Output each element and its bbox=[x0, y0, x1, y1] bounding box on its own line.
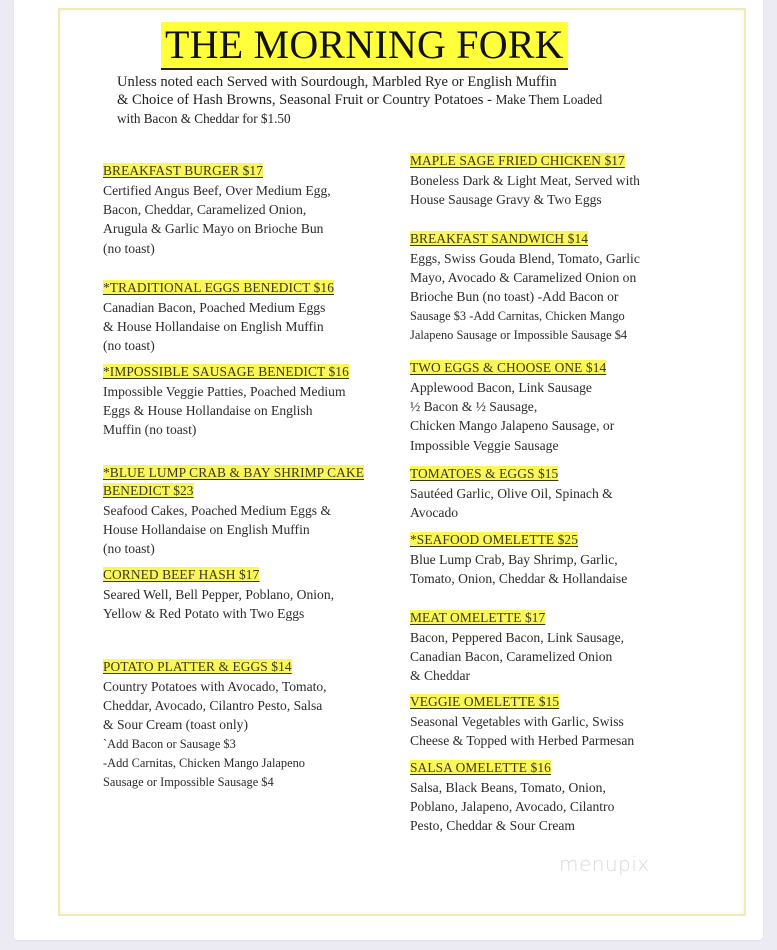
item-title: POTATO PLATTER & EGGS $14 bbox=[103, 659, 292, 674]
item-description: Bacon, Peppered Bacon, Link Sausage, Canadian Bacon, Caramelized Onion & Cheddar bbox=[410, 630, 625, 684]
intro-line-1: Unless noted each Served with Sourdough, Marbled Rye or English Muffin bbox=[117, 74, 557, 90]
item-title: CORNED BEEF HASH $17 bbox=[103, 567, 260, 582]
item-description: Boneless Dark & Light Meat, Served with House Sausage Gravy & Two Eggs bbox=[410, 173, 640, 208]
intro-line-2-main: & Choice of Hash Browns, Seasonal Fruit or Country Potatoes - bbox=[117, 92, 496, 109]
item-title: *SEAFOOD OMELETTE $25 bbox=[410, 532, 578, 547]
menu-item-maple-sage-fried-chicken bbox=[410, 152, 710, 209]
item-description: Blue Lump Crab, Bay Shrimp, Garlic, Tomato, Onion, Cheddar & Hollandaise bbox=[410, 552, 628, 587]
item-title: BREAKFAST BURGER $17 bbox=[103, 163, 263, 178]
menu-item-breakfast-burger bbox=[103, 162, 403, 258]
item-title: *IMPOSSIBLE SAUSAGE BENEDICT $16 bbox=[103, 364, 349, 379]
item-title: TOMATOES & EGGS $15 bbox=[410, 466, 559, 481]
menu-item-breakfast-sandwich bbox=[410, 230, 710, 345]
item-description: Seafood Cakes, Poached Medium Eggs & House Hollandaise on English Muffin (no toast) bbox=[103, 503, 332, 557]
item-title-wrap bbox=[103, 464, 403, 500]
item-title: BREAKFAST SANDWICH $14 bbox=[410, 231, 589, 246]
item-description: Seasonal Vegetables with Garlic, Swiss Cheese & Topped with Herbed Parmesan bbox=[410, 714, 635, 749]
item-description: Sautéed Garlic, Olive Oil, Spinach & Avocado bbox=[410, 486, 613, 521]
intro-line-2 bbox=[117, 91, 717, 109]
title-highlight bbox=[161, 22, 568, 70]
menu-item-potato-platter bbox=[103, 658, 403, 792]
menu-item-corned-beef-hash bbox=[103, 566, 403, 623]
item-description: Salsa, Black Beans, Tomato, Onion, Poblano, Jalapeno, Avocado, Cilantro Pesto, Cheddar & Sour Cream bbox=[410, 780, 615, 834]
menu-item-salsa-omelette bbox=[410, 759, 710, 836]
item-title: *TRADITIONAL EGGS BENEDICT $16 bbox=[103, 280, 334, 295]
menu-item-crab-shrimp-cake-benedict bbox=[103, 464, 403, 559]
item-title: MAPLE SAGE FRIED CHICKEN $17 bbox=[410, 153, 625, 168]
item-description: Certified Angus Beef, Over Medium Egg, Bacon, Cheddar, Caramelized Onion, Arugula & Garlic Mayo on Brioche Bun (no toast) bbox=[103, 183, 331, 256]
item-title: VEGGIE OMELETTE $15 bbox=[410, 694, 560, 709]
menu-item-tomatoes-eggs bbox=[410, 465, 710, 522]
menupix-watermark: menupix bbox=[559, 852, 650, 876]
item-title: SALSA OMELETTE $16 bbox=[410, 760, 551, 775]
menu-item-meat-omelette bbox=[410, 609, 710, 686]
item-title-line-2: BENEDICT $23 bbox=[103, 483, 194, 498]
menu-item-two-eggs-choose-one bbox=[410, 359, 710, 455]
item-description: Seared Well, Bell Pepper, Poblano, Onion, Yellow & Red Potato with Two Eggs bbox=[103, 587, 335, 622]
menu-item-traditional-eggs-benedict bbox=[103, 279, 403, 356]
item-title: MEAT OMELETTE $17 bbox=[410, 610, 546, 625]
menu-intro bbox=[117, 73, 717, 128]
item-title: *BLUE LUMP CRAB & BAY SHRIMP CAKE bbox=[103, 465, 364, 480]
item-title: TWO EGGS & CHOOSE ONE $14 bbox=[410, 360, 607, 375]
menu-item-impossible-sausage-benedict bbox=[103, 363, 403, 440]
menu-title: THE MORNING FORK bbox=[165, 22, 564, 67]
item-description: Canadian Bacon, Poached Medium Eggs & House Hollandaise on English Muffin (no toast) bbox=[103, 300, 326, 354]
item-description: Country Potatoes with Avocado, Tomato, Cheddar, Avocado, Cilantro Pesto, Salsa & Sour Cream (toast only) `Add Bacon or Sausage $3 -Add Carnitas, Chicken Mango Jalapeno Sausage or Impossible Sausage $4 bbox=[103, 679, 327, 790]
item-description: Impossible Veggie Patties, Poached Medium Eggs & House Hollandaise on English Muffin (no toast) bbox=[103, 384, 346, 438]
item-description: Applewood Bacon, Link Sausage ½ Bacon & ½ Sausage, Chicken Mango Jalapeno Sausage, or Impossible Veggie Sausage bbox=[410, 380, 615, 453]
item-description: Eggs, Swiss Gouda Blend, Tomato, Garlic Mayo, Avocado & Caramelized Onion on Brioche Bun (no toast) -Add Bacon or Sausage $3 -Add Carnitas, Chicken Mango Jalapeno Sausage or Impossible Sausage $4 bbox=[410, 251, 640, 342]
intro-line-3: with Bacon & Cheddar for $1.50 bbox=[117, 110, 291, 126]
intro-line-2-small: Make Them Loaded bbox=[495, 92, 603, 108]
menu-page bbox=[14, 0, 763, 940]
menu-item-veggie-omelette bbox=[410, 693, 710, 750]
menu-item-seafood-omelette bbox=[410, 531, 710, 588]
